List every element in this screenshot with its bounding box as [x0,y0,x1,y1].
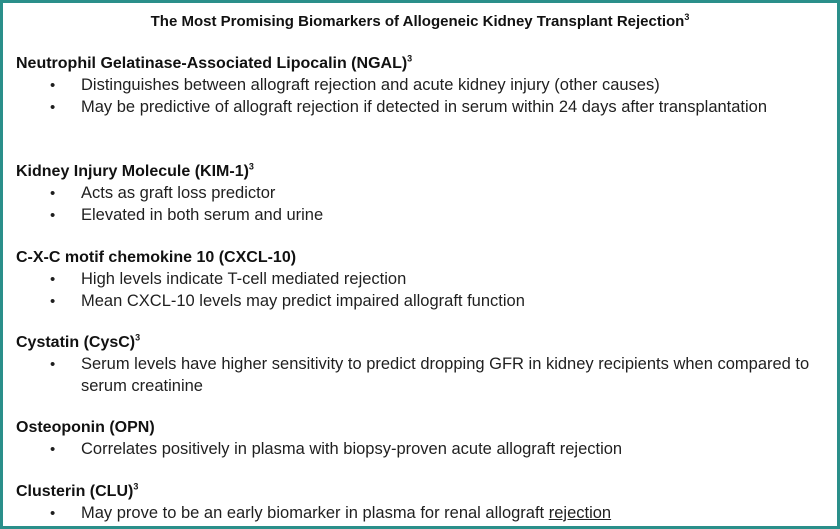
list-item [16,439,825,461]
title-citation: 3 [684,12,690,22]
bullet-text: Distinguishes between allograft rejection and acute kidney injury (other causes) [81,76,660,94]
heading-text: Neutrophil Gelatinase-Associated Lipocalin (NGAL) [16,55,408,72]
heading-citation: 3 [135,332,141,343]
heading-text: Cystatin (CysC) [16,334,136,351]
section-opn [16,417,825,461]
bullet-text: Acts as graft loss predictor [81,184,276,202]
heading-citation: 3 [133,481,139,492]
bullet-icon: • [50,206,56,224]
list-item [16,354,825,397]
section-clu [16,481,825,525]
bullet-text: May be predictive of allograft rejection if detected in serum within 24 days after transplantation [81,97,768,116]
bullet-icon: • [50,292,56,310]
bullet-icon: • [50,185,56,202]
bullet-icon: • [50,356,56,373]
list-item [16,75,825,97]
title-text: The Most Promising Biomarkers of Allogeneic Kidney Transplant Rejection [150,13,685,30]
section-heading [16,332,825,354]
heading-citation: 3 [407,53,413,64]
list-item [16,503,825,525]
section-heading [16,417,825,439]
bullet-text: Mean CXCL-10 levels may predict impaired allograft function [81,291,525,310]
list-item [16,269,825,291]
section-heading [16,247,825,269]
section-kim1 [16,161,825,226]
bullet-icon: • [50,505,56,522]
bullet-text: High levels indicate T-cell mediated rejection [81,270,407,288]
list-item [16,183,825,205]
heading-text: Osteoponin (OPN) [16,419,155,436]
section-ngal [16,53,825,118]
heading-text: C-X-C motif chemokine 10 (CXCL-10) [16,249,297,266]
section-heading [16,161,825,183]
heading-citation: 3 [248,161,254,172]
bullet-text: Correlates positively in plasma with biopsy-proven acute allograft rejection [81,440,623,458]
bullet-text: Elevated in both serum and urine [81,205,324,224]
list-item [16,205,825,227]
section-cysc [16,332,825,397]
bullet-underlined-text: rejection [548,504,612,522]
section-cxcl10 [16,247,825,312]
bullet-text: Serum levels have higher sensitivity to predict dropping GFR in kidney recipients when compared to serum creatinine [81,355,810,395]
bullet-icon: • [50,98,56,116]
heading-text: Kidney Injury Molecule (KIM-1) [16,163,249,180]
bullet-icon: • [50,441,56,458]
heading-text: Clusterin (CLU) [16,483,134,500]
section-heading [16,481,825,503]
table-title [3,13,837,30]
list-item [16,97,825,119]
bullet-icon: • [50,77,56,94]
section-heading [16,53,825,75]
list-item [16,291,825,313]
bullet-text: May prove to be an early biomarker in plasma for renal allograft [81,504,549,522]
bullet-icon: • [50,271,56,288]
